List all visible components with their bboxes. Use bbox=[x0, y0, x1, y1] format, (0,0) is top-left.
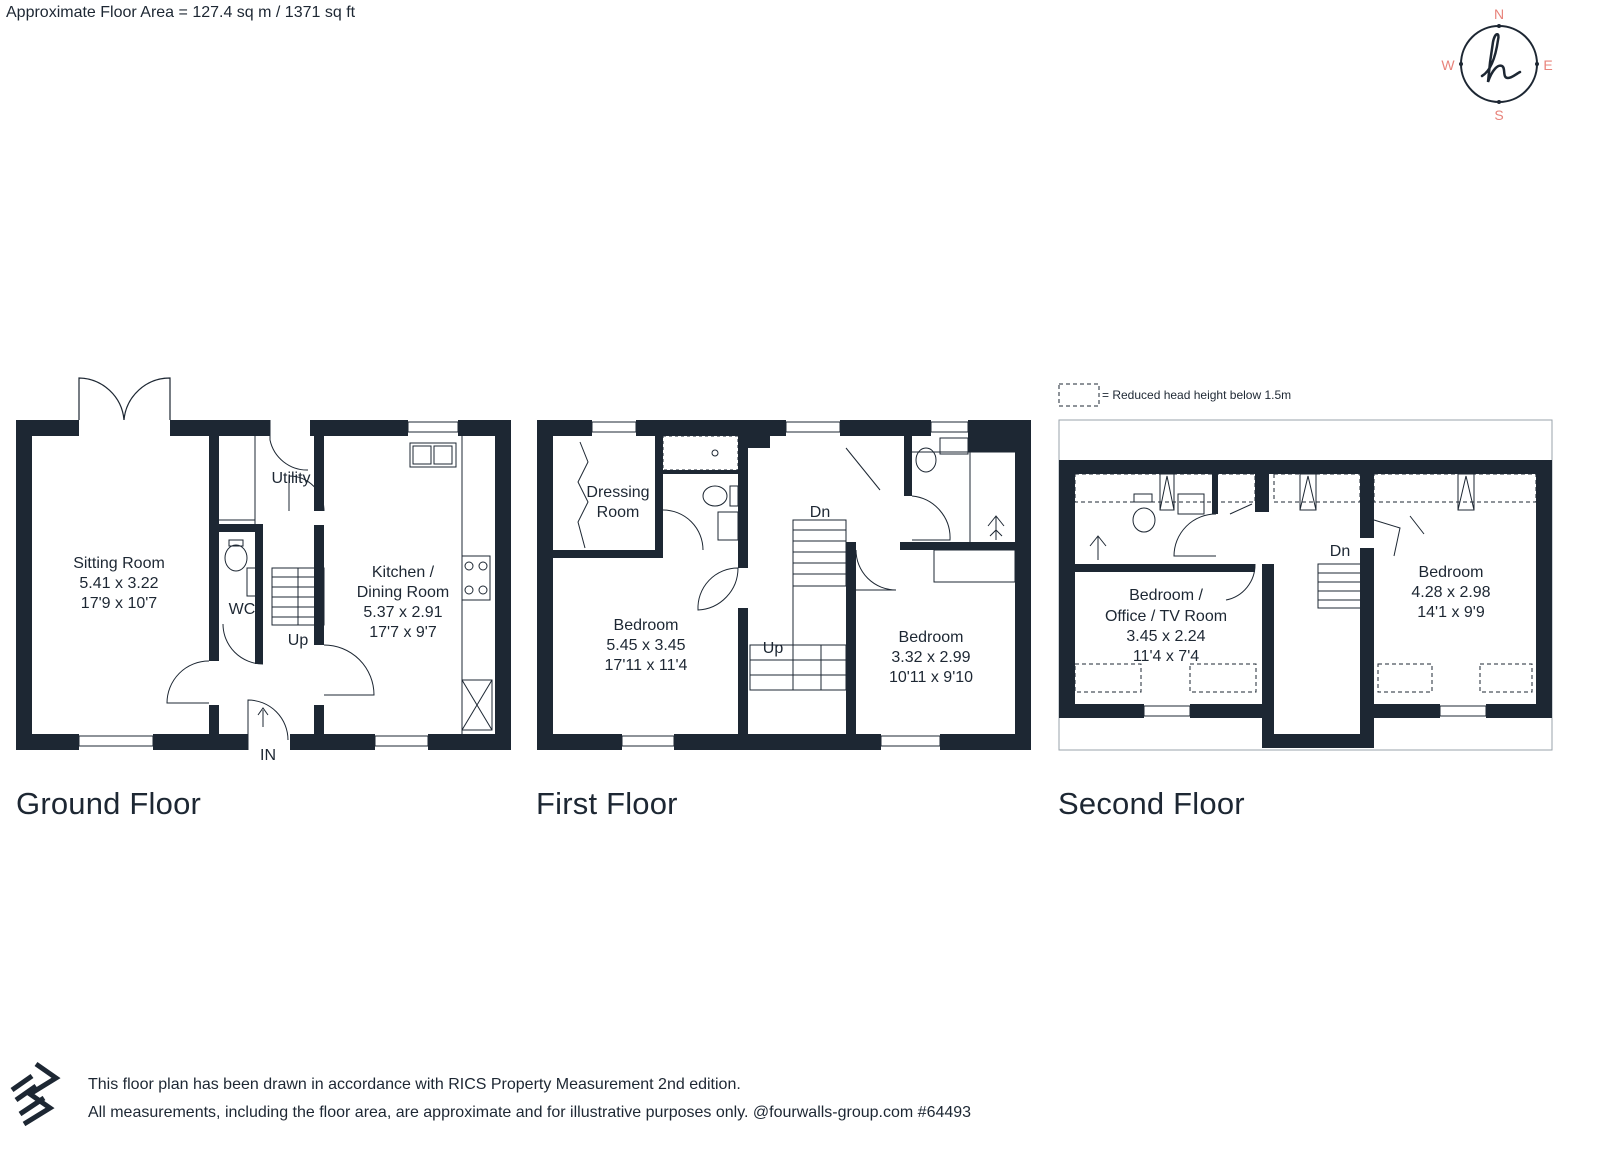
first-up-label: Up bbox=[762, 640, 784, 657]
dressing-room-line1: Dressing bbox=[586, 484, 650, 501]
floor-area-summary: Approximate Floor Area = 127.4 sq m / 1371 sq ft bbox=[6, 4, 356, 21]
kitchen-name-line2: Dining Room bbox=[356, 584, 450, 601]
sitting-room-name: Sitting Room bbox=[73, 555, 165, 572]
compass-east: E bbox=[1543, 57, 1553, 73]
kitchen-imperial: 17'7 x 9'7 bbox=[369, 624, 437, 641]
wc-label: WC bbox=[228, 601, 256, 618]
first-bedroom-two-name: Bedroom bbox=[898, 629, 964, 646]
legend-text: = Reduced head height below 1.5m bbox=[1102, 388, 1292, 402]
first-bedroom-two-imperial: 10'11 x 9'10 bbox=[888, 669, 974, 686]
first-bedroom-two-metric: 3.32 x 2.99 bbox=[891, 649, 971, 666]
first-down-label: Dn bbox=[809, 504, 831, 521]
second-bedroom-imperial: 14'1 x 9'9 bbox=[1417, 604, 1485, 621]
compass-south: S bbox=[1494, 107, 1504, 123]
sitting-room-imperial: 17'9 x 10'7 bbox=[80, 595, 158, 612]
office-room-line2: Office / TV Room bbox=[1104, 608, 1228, 625]
first-bedroom-main-metric: 5.45 x 3.45 bbox=[606, 637, 686, 654]
ground-floor-title: Ground Floor bbox=[16, 786, 202, 821]
office-room-imperial: 11'4 x 7'4 bbox=[1132, 648, 1200, 665]
compass-north: N bbox=[1493, 6, 1505, 22]
second-down-label: Dn bbox=[1329, 543, 1351, 560]
first-bedroom-main-name: Bedroom bbox=[613, 617, 679, 634]
first-floor-plan bbox=[537, 420, 1031, 750]
kitchen-metric: 5.37 x 2.91 bbox=[363, 604, 443, 621]
fourwalls-logo-icon bbox=[8, 1060, 68, 1130]
kitchen-name-line1: Kitchen / bbox=[371, 564, 435, 581]
office-room-metric: 3.45 x 2.24 bbox=[1126, 628, 1206, 645]
first-bedroom-main-imperial: 17'11 x 11'4 bbox=[604, 657, 688, 674]
second-bedroom-metric: 4.28 x 2.98 bbox=[1411, 584, 1491, 601]
office-room-line1: Bedroom / bbox=[1129, 587, 1203, 604]
footer-disclaimer: All measurements, including the floor area, are approximate and for illustrative purposes only. @fourwalls-group.com #64493 bbox=[88, 1104, 972, 1121]
second-floor-title: Second Floor bbox=[1058, 786, 1245, 821]
footer-rics-statement: This floor plan has been drawn in accordance with RICS Property Measurement 2nd edition. bbox=[88, 1076, 741, 1093]
sitting-room-metric: 5.41 x 3.22 bbox=[79, 575, 159, 592]
first-floor-title: First Floor bbox=[536, 786, 678, 821]
ground-up-label: Up bbox=[287, 632, 309, 649]
dressing-room-line2: Room bbox=[596, 504, 640, 521]
compass-west: W bbox=[1441, 57, 1455, 73]
second-bedroom-name: Bedroom bbox=[1418, 564, 1484, 581]
utility-label: Utility bbox=[271, 470, 311, 487]
entry-label: IN bbox=[260, 747, 276, 764]
